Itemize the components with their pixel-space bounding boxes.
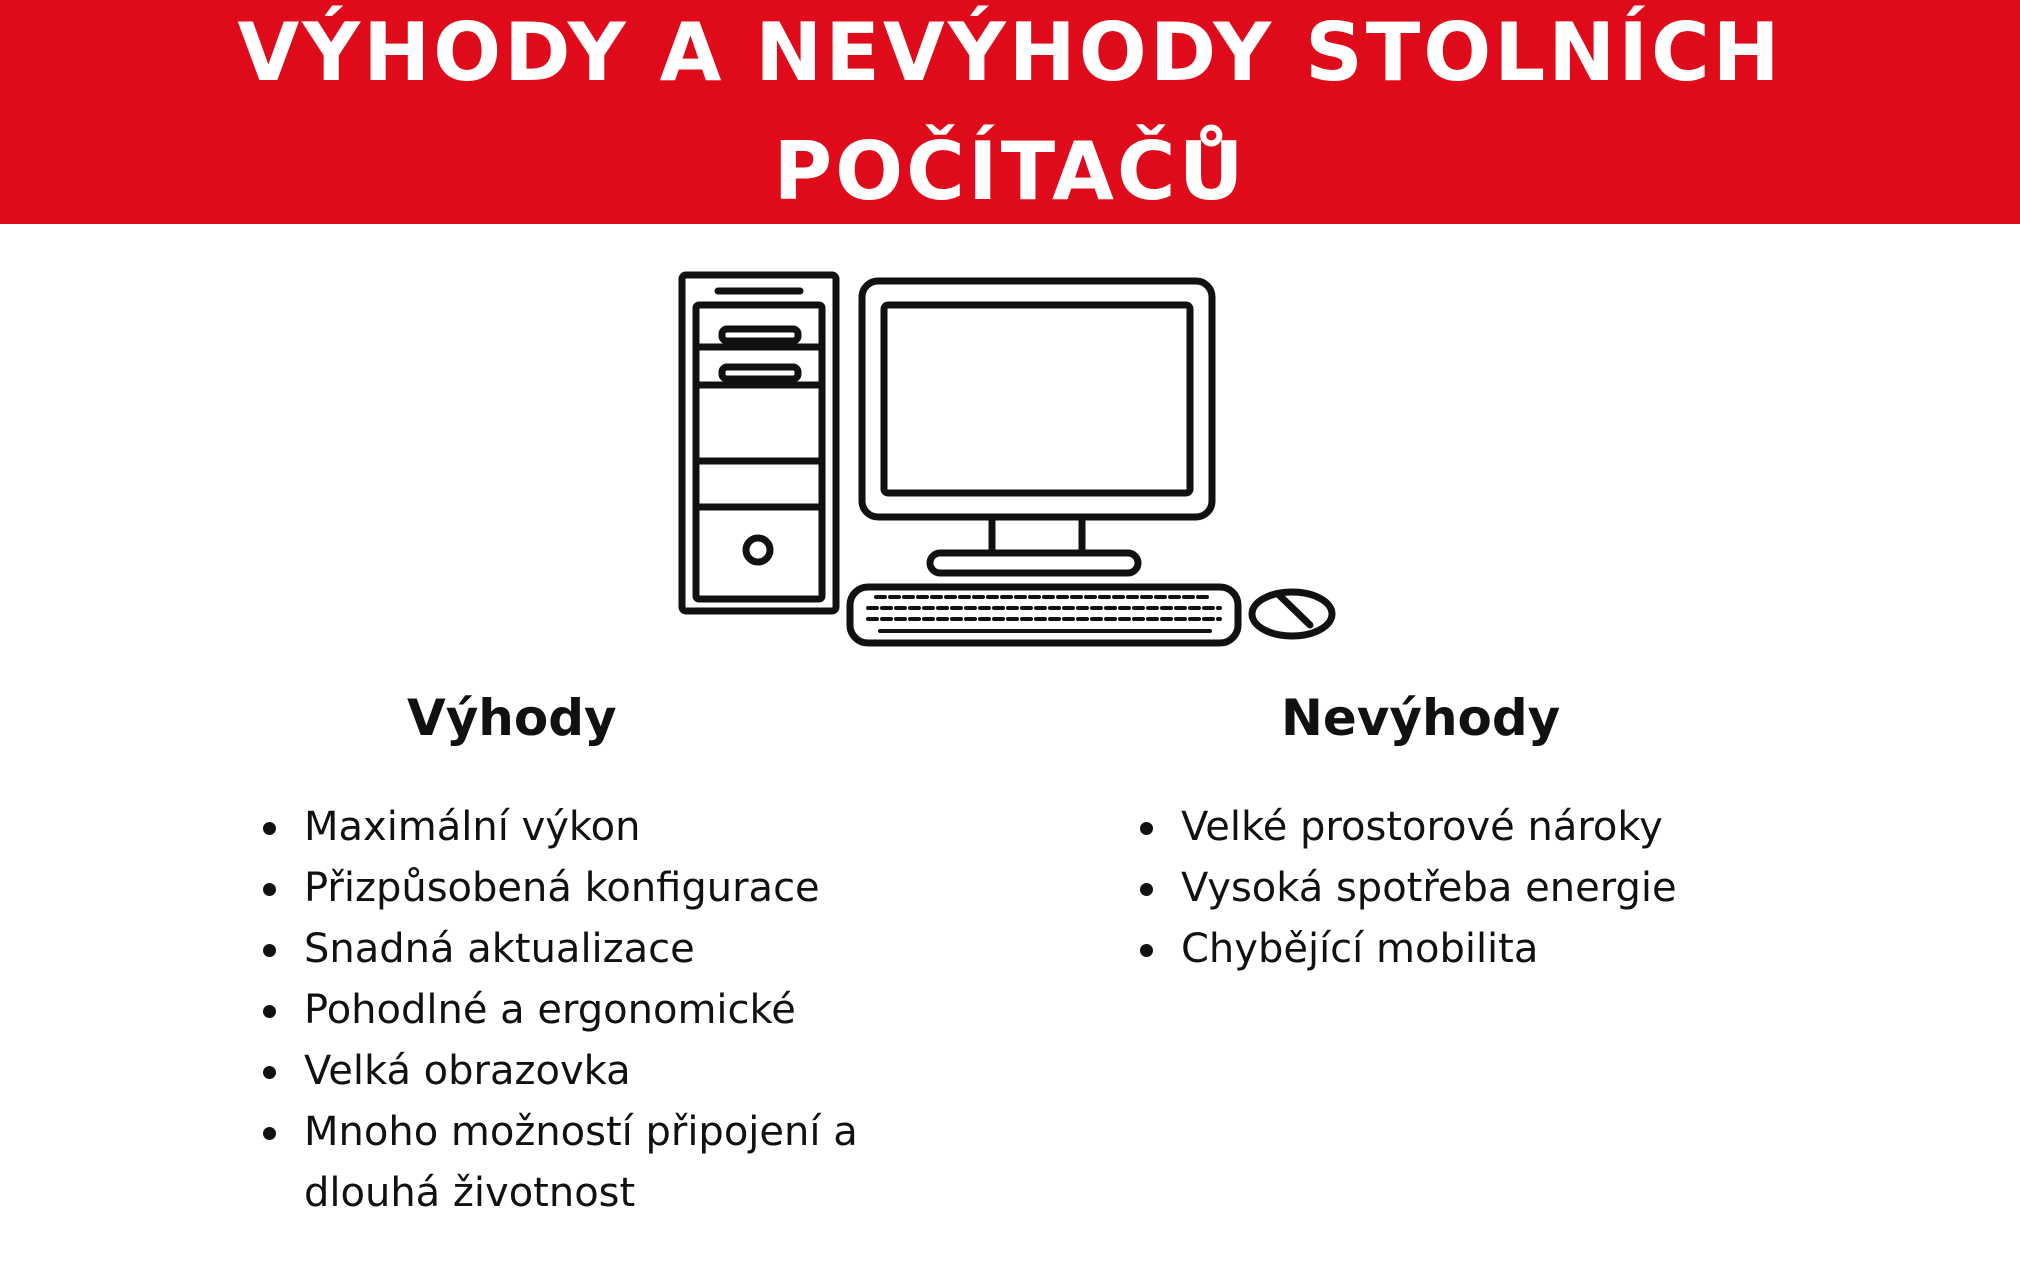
bullet-icon <box>263 1127 276 1140</box>
list-item-text: Chybějící mobilita <box>1181 926 1539 972</box>
list-item <box>1137 919 1837 980</box>
title-banner <box>0 0 2020 224</box>
bullet-icon <box>263 1005 276 1018</box>
pros-list <box>260 797 920 1224</box>
bullet-icon <box>1140 822 1153 835</box>
list-item <box>260 1102 920 1224</box>
list-item-text: Mnoho možností připojení a dlouhá životnost <box>304 1109 858 1216</box>
list-item <box>1137 858 1837 919</box>
list-item-text: Přizpůsobená konfigurace <box>304 865 820 911</box>
list-item <box>260 858 920 919</box>
desktop-computer-icon <box>670 265 1350 655</box>
bullet-icon <box>263 944 276 957</box>
monitor-icon <box>862 281 1212 573</box>
bullet-icon <box>263 822 276 835</box>
page-title-line-2: POČÍTAČŮ <box>773 125 1247 218</box>
pc-tower-icon <box>682 275 836 611</box>
cons-list <box>1137 797 1837 980</box>
list-item-text: Snadná aktualizace <box>304 926 695 972</box>
list-item-text: Maximální výkon <box>304 804 641 850</box>
list-item <box>260 1041 920 1102</box>
list-item-text: Velká obrazovka <box>304 1048 631 1094</box>
list-item-text: Pohodlné a ergonomické <box>304 987 796 1033</box>
list-item-text: Velké prostorové nároky <box>1181 804 1663 850</box>
list-item <box>260 980 920 1041</box>
bullet-icon <box>263 883 276 896</box>
mouse-icon <box>1252 592 1332 636</box>
bullet-icon <box>1140 944 1153 957</box>
page-title-line-1: VÝHODY A NEVÝHODY STOLNÍCH <box>237 6 1783 99</box>
bullet-icon <box>1140 883 1153 896</box>
list-item-text: Vysoká spotřeba energie <box>1181 865 1677 911</box>
list-item <box>260 797 920 858</box>
cons-heading: Nevýhody <box>1281 689 1561 747</box>
keyboard-icon <box>850 587 1238 643</box>
pros-heading: Výhody <box>407 689 617 747</box>
list-item <box>260 919 920 980</box>
list-item <box>1137 797 1837 858</box>
bullet-icon <box>263 1066 276 1079</box>
